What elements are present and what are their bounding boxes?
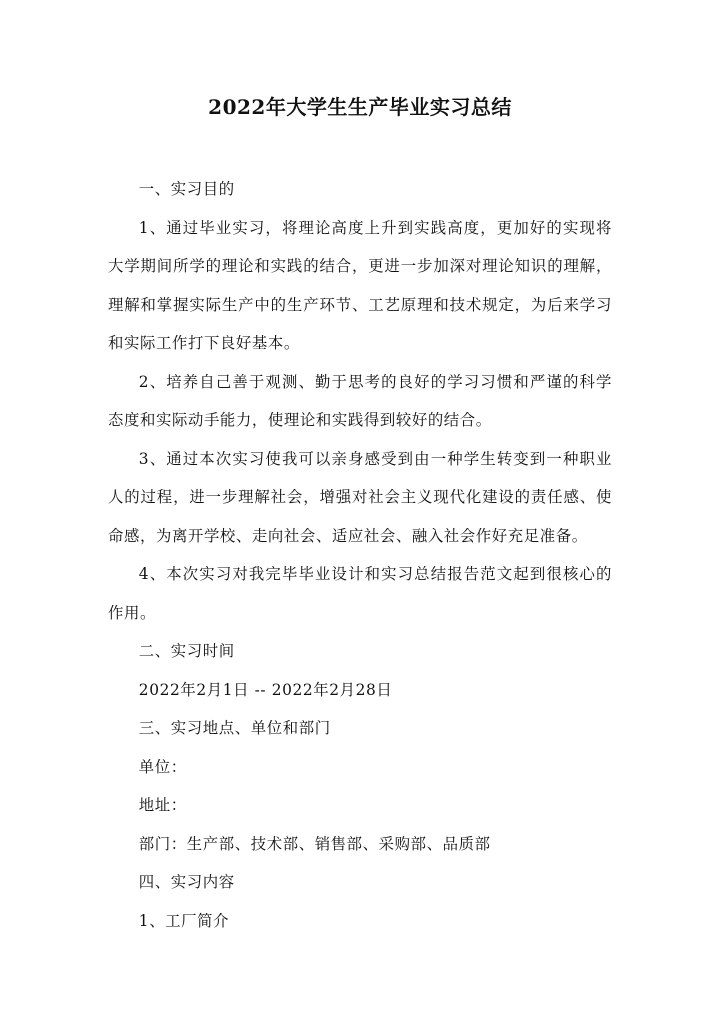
departments-line: 部门：生产部、技术部、销售部、采购部、品质部 [138, 834, 491, 853]
section-heading-purpose: 一、实习目的 [138, 180, 235, 198]
document-body [108, 170, 612, 940]
section-heading-content: 四、实习内容 [138, 873, 235, 891]
section-heading-place: 三、实习地点、单位和部门 [138, 719, 331, 737]
purpose-item-2: 2、培养自己善于观测、勤于思考的良好的学习习惯和严谨的科学态度和实际动手能力，使理论和实践得到较好的结合。 [108, 372, 612, 429]
internship-time-value: 2022年2月1日 -- 2022年2月28日 [138, 680, 393, 699]
document-title: 2022年大学生生产毕业实习总结 [208, 95, 512, 119]
address-label: 地址： [138, 796, 187, 814]
purpose-item-4: 4、本次实习对我完毕毕业设计和实习总结报告范文起到很核心的作用。 [108, 565, 612, 622]
content-item-1: 1、工厂简介 [138, 911, 230, 930]
purpose-item-3: 3、通过本次实习使我可以亲身感受到由一种学生转变到一种职业人的过程，进一步理解社会，增强对社会主义现代化建设的责任感、使命感，为离开学校、走向社会、适应社会、融入社会作好充足准备。 [108, 449, 612, 545]
unit-label: 单位： [138, 757, 187, 776]
purpose-item-1: 1、通过毕业实习，将理论高度上升到实践高度，更加好的实现将大学期间所学的理论和实践的结合，更进一步加深对理论知识的理解，理解和掌握实际生产中的生产环节、工艺原理和技术规定，为后来学习和实际工作打下良好基本。 [108, 218, 612, 352]
section-heading-time: 二、实习时间 [138, 642, 235, 660]
